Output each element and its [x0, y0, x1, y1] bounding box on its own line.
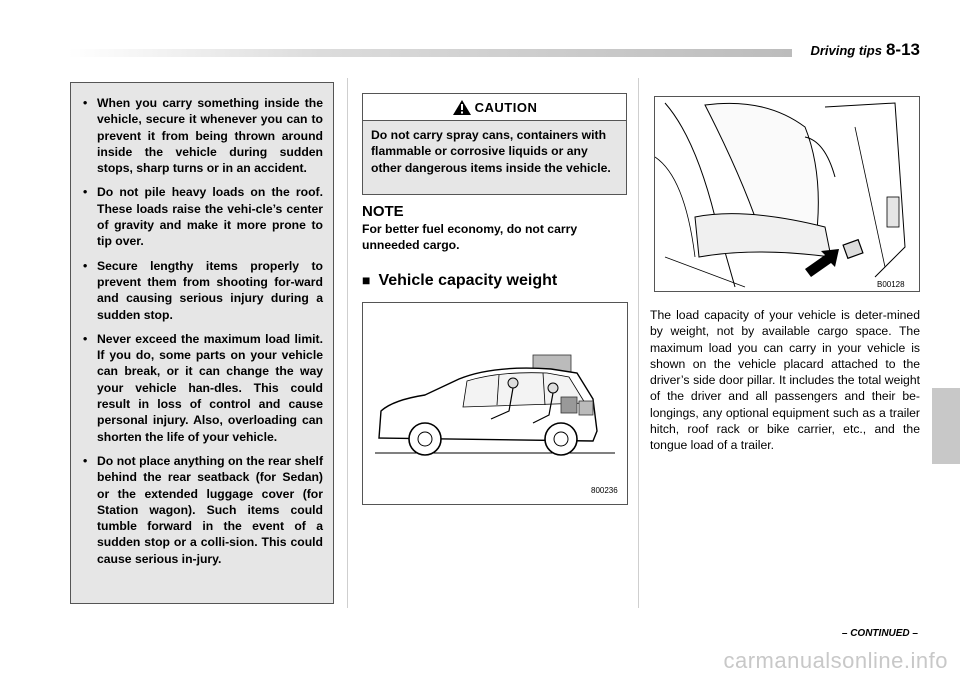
warning-box: [70, 82, 334, 604]
section-side-tab: [932, 388, 960, 464]
warning-triangle-icon: [452, 99, 472, 116]
column-divider: [347, 78, 348, 608]
figure-id-label: B00128: [877, 280, 905, 289]
caution-text: Do not carry spray cans, containers with flammable or corrosive liquids or any other dangerous items inside the vehicle.: [371, 128, 611, 175]
header-section-number: 8-13: [885, 40, 920, 59]
section-heading: [362, 272, 557, 290]
seat-and-door-pillar-illustration: [655, 97, 919, 291]
warning-list: [81, 95, 323, 567]
watermark-url: carmanualsonline.info: [723, 648, 948, 673]
caution-box: [362, 93, 627, 195]
warning-item: • When you carry something inside the vehicle, secure it whenever you can to prevent it from being thrown around inside the vehicle during sudden stops, sharp turns or in an accident.: [81, 95, 323, 176]
note-title: NOTE: [362, 203, 404, 220]
warning-item: • Secure lengthy items properly to prevent them from shooting for-ward and causing serious injury during a sudden stop.: [81, 258, 323, 323]
page-header: [810, 40, 920, 60]
column-divider: [638, 78, 639, 608]
caution-title: CAUTION: [474, 99, 538, 115]
warning-item: • Do not place anything on the rear shelf behind the rear seatback (for Sedan) or the extended luggage cover (for Station wagon). Such items could tumble forward in the event of a sudden stop or a colli-sion. This could cause serious in-jury.: [81, 453, 323, 567]
figure-id-label: 800236: [591, 486, 618, 495]
note-text: For better fuel economy, do not carry unneeded cargo.: [362, 222, 578, 253]
caution-header: [363, 94, 626, 121]
door-pillar-figure: [654, 96, 920, 292]
warning-item: • Never exceed the maximum load limit. If you do, some parts on your vehicle can break, or it can change the way your vehicle han-dles. This could result in loss of control and cause personal injury. Also, overloading can shorten the life of your vehicle.: [81, 331, 323, 445]
section-marker: ■: [362, 272, 371, 288]
continued-label: – CONTINUED –: [841, 628, 918, 639]
car-illustration-figure: [362, 302, 628, 505]
warning-item: • Do not pile heavy loads on the roof. These loads raise the vehi-cle’s center of gravity and make it more prone to tip over.: [81, 184, 323, 249]
body-paragraph: The load capacity of your vehicle is deter-mined by weight, not by available cargo space. The maximum load you can carry in your vehicle is shown on the vehicle placard attached to the driver’s side door pillar. It includes the total weight of the driver and all passengers and their be-longings, any optional equipment such as a trailer hitch, roof rack or bike carrier, etc., and the tongue load of a trailer.: [650, 308, 920, 453]
section-title: Vehicle capacity weight: [378, 272, 558, 289]
header-title: Driving tips: [810, 43, 882, 58]
car-side-illustration: [363, 303, 627, 504]
header-rule: [68, 49, 792, 57]
